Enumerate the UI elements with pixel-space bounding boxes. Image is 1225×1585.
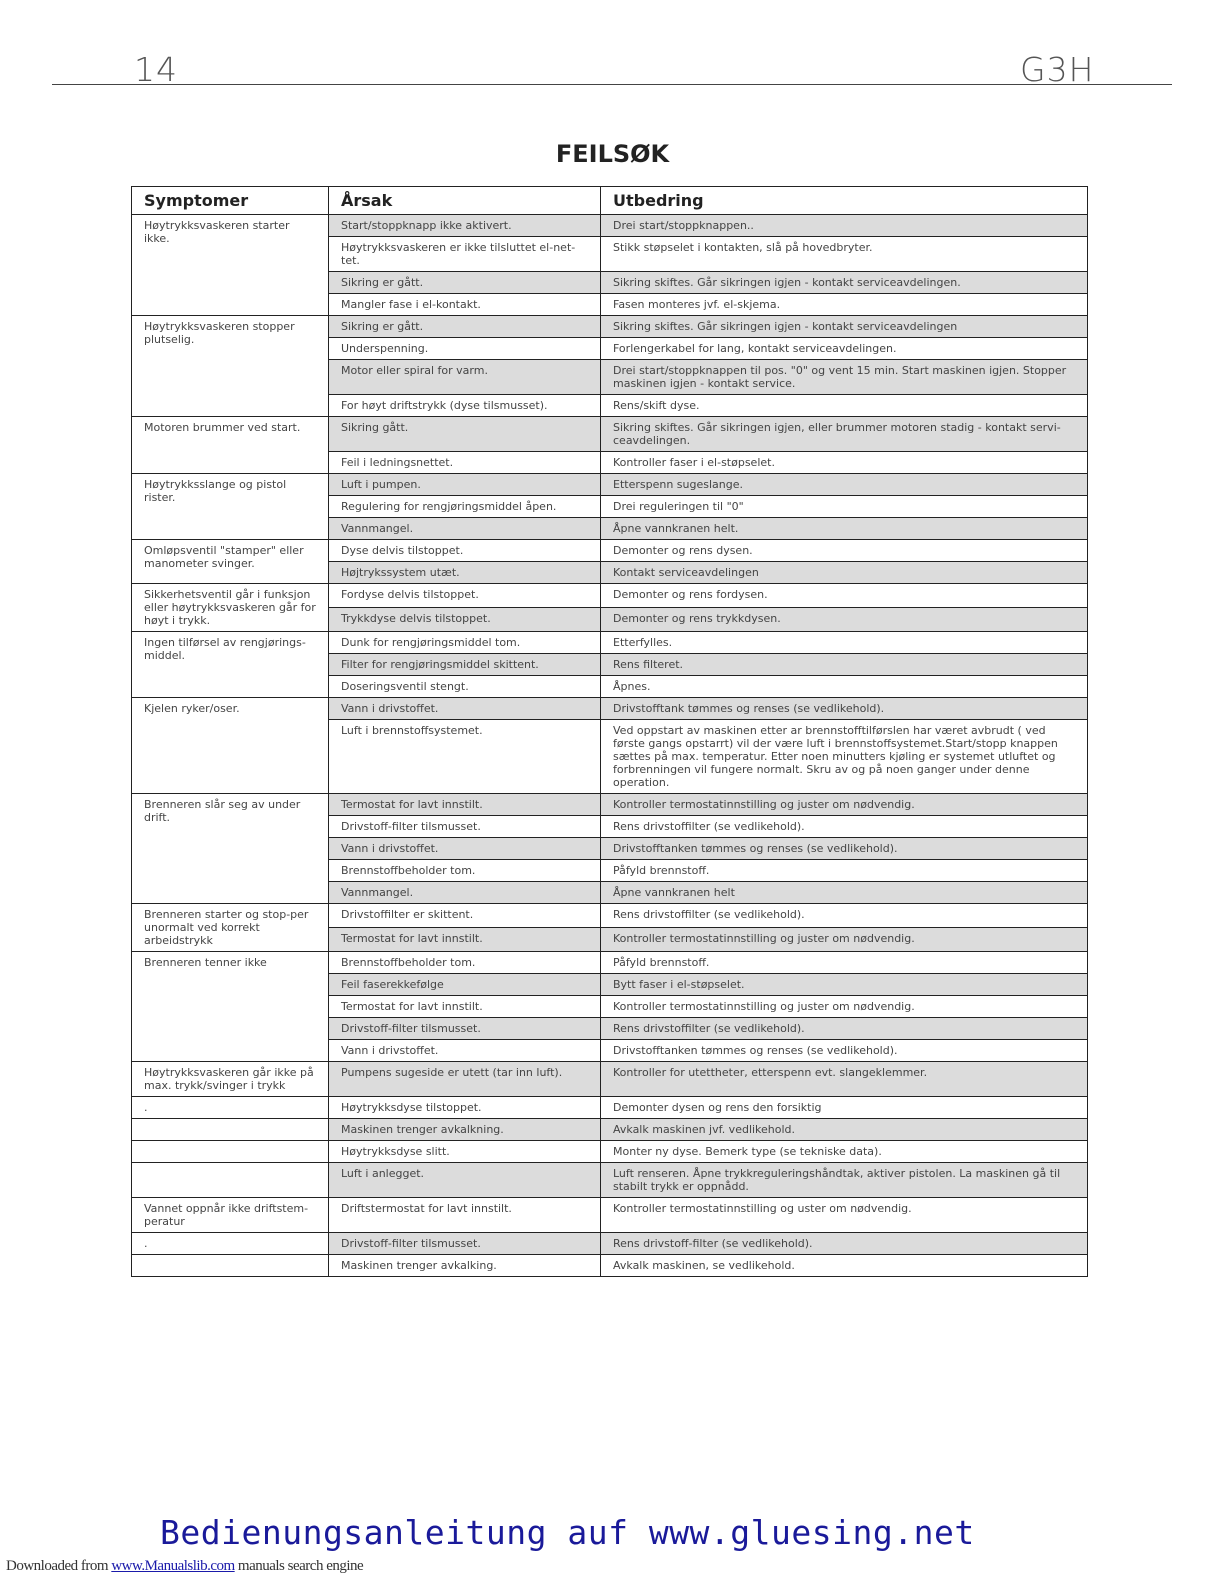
remedy-cell: Avkalk maskinen, se vedlikehold.	[601, 1255, 1088, 1277]
symptom-cell: Høytrykksvaskeren stopper plutselig.	[132, 316, 329, 417]
remedy-cell: Bytt faser i el-støpselet.	[601, 974, 1088, 996]
remedy-cell: Forlengerkabel for lang, kontakt serviceavdelingen.	[601, 338, 1088, 360]
cause-cell: Sikring er gått.	[329, 272, 601, 294]
cause-cell: Høytrykksdyse slitt.	[329, 1141, 601, 1163]
cause-cell: Termostat for lavt innstilt.	[329, 928, 601, 952]
column-header-remedy: Utbedring	[601, 187, 1088, 215]
remedy-cell: Kontroller termostatinnstilling og juster om nødvendig.	[601, 928, 1088, 952]
cause-cell: Regulering for rengjøringsmiddel åpen.	[329, 496, 601, 518]
column-header-cause: Årsak	[329, 187, 601, 215]
remedy-cell: Etterfylles.	[601, 632, 1088, 654]
symptom-cell: Kjelen ryker/oser.	[132, 698, 329, 794]
table-row	[132, 316, 1088, 338]
symptom-cell: .	[132, 1097, 329, 1119]
remedy-cell: Ved oppstart av maskinen etter ar brennstofftilførslen har været avbrudt ( ved første gangs opstarrt) vil der være luft i brennstoffsystemet.Start/stopp knappen sættes på max. temperatur. Etter noen minutters kjøling er systemet utluftet og forbrenningen vil fungere normalt. Skru av og på noen ganger under denne operation.	[601, 720, 1088, 794]
remedy-cell: Sikring skiftes. Går sikringen igjen, eller brummer motoren stadig - kontakt servi-ceavdelingen.	[601, 417, 1088, 452]
remedy-cell: Rens drivstoffilter (se vedlikehold).	[601, 1018, 1088, 1040]
cause-cell: Driftstermostat for lavt innstilt.	[329, 1198, 601, 1233]
symptom-cell	[132, 1141, 329, 1163]
cause-cell: Trykkdyse delvis tilstoppet.	[329, 608, 601, 632]
table-header-row	[132, 187, 1088, 215]
table-row	[132, 474, 1088, 496]
remedy-cell: Åpnes.	[601, 676, 1088, 698]
cause-cell: Underspenning.	[329, 338, 601, 360]
cause-cell: Motor eller spiral for varm.	[329, 360, 601, 395]
footer-download-note	[6, 1558, 363, 1575]
cause-cell: Drivstoffilter er skittent.	[329, 904, 601, 928]
cause-cell: Sikring er gått.	[329, 316, 601, 338]
table-body	[132, 215, 1088, 1277]
page-title: FEILSØK	[555, 140, 670, 168]
symptom-cell: Brenneren starter og stop-per unormalt ved korrekt arbeidstrykk	[132, 904, 329, 952]
header-rule	[52, 84, 1172, 85]
cause-cell: Filter for rengjøringsmiddel skittent.	[329, 654, 601, 676]
download-suffix: manuals search engine	[234, 1558, 364, 1574]
remedy-cell: Rens/skift dyse.	[601, 395, 1088, 417]
remedy-cell: Stikk støpselet i kontakten, slå på hovedbryter.	[601, 237, 1088, 272]
table-row	[132, 952, 1088, 974]
cause-cell: Start/stoppknapp ikke aktivert.	[329, 215, 601, 237]
remedy-cell: Åpne vannkranen helt	[601, 882, 1088, 904]
cause-cell: For høyt driftstrykk (dyse tilsmusset).	[329, 395, 601, 417]
remedy-cell: Rens drivstoffilter (se vedlikehold).	[601, 904, 1088, 928]
cause-cell: Vannmangel.	[329, 882, 601, 904]
remedy-cell: Demonter og rens trykkdysen.	[601, 608, 1088, 632]
cause-cell: Pumpens sugeside er utett (tar inn luft).	[329, 1062, 601, 1097]
table-row	[132, 1233, 1088, 1255]
remedy-cell: Luft renseren. Åpne trykkreguleringshåndtak, aktiver pistolen. La maskinen gå til stabilt trykk er oppnådd.	[601, 1163, 1088, 1198]
table-row	[132, 1141, 1088, 1163]
remedy-cell: Kontroller for utettheter, etterspenn evt. slangeklemmer.	[601, 1062, 1088, 1097]
footer-brand-text: Bedienungsanleitung auf www.gluesing.net	[160, 1513, 975, 1552]
table-row	[132, 1097, 1088, 1119]
remedy-cell: Sikring skiftes. Går sikringen igjen - kontakt serviceavdelingen	[601, 316, 1088, 338]
remedy-cell: Påfyld brennstoff.	[601, 860, 1088, 882]
symptom-cell	[132, 1255, 329, 1277]
remedy-cell: Demonter og rens fordysen.	[601, 584, 1088, 608]
remedy-cell: Drei start/stoppknappen til pos. "0" og vent 15 min. Start maskinen igjen. Stopper maskinen igjen - kontakt service.	[601, 360, 1088, 395]
remedy-cell: Rens drivstoff-filter (se vedlikehold).	[601, 1233, 1088, 1255]
cause-cell: Vann i drivstoffet.	[329, 698, 601, 720]
symptom-cell: Omløpsventil "stamper" eller manometer svinger.	[132, 540, 329, 584]
symptom-cell: Brenneren slår seg av under drift.	[132, 794, 329, 904]
cause-cell: Luft i brennstoffsystemet.	[329, 720, 601, 794]
cause-cell: Vannmangel.	[329, 518, 601, 540]
table-row	[132, 540, 1088, 562]
cause-cell: Drivstoff-filter tilsmusset.	[329, 816, 601, 838]
table-row	[132, 1198, 1088, 1233]
remedy-cell: Avkalk maskinen jvf. vedlikehold.	[601, 1119, 1088, 1141]
table-row	[132, 794, 1088, 816]
remedy-cell: Rens drivstoffilter (se vedlikehold).	[601, 816, 1088, 838]
remedy-cell: Drei start/stoppknappen..	[601, 215, 1088, 237]
remedy-cell: Drivstofftanken tømmes og renses (se vedlikehold).	[601, 838, 1088, 860]
symptom-cell	[132, 1163, 329, 1198]
cause-cell: Vann i drivstoffet.	[329, 1040, 601, 1062]
remedy-cell: Kontroller faser i el-støpselet.	[601, 452, 1088, 474]
cause-cell: Høytrykksdyse tilstoppet.	[329, 1097, 601, 1119]
remedy-cell: Kontroller termostatinnstilling og uster om nødvendig.	[601, 1198, 1088, 1233]
remedy-cell: Sikring skiftes. Går sikringen igjen - kontakt serviceavdelingen.	[601, 272, 1088, 294]
symptom-cell: Høytrykksvaskeren starter ikke.	[132, 215, 329, 316]
table-row	[132, 584, 1088, 608]
remedy-cell: Drivstofftanken tømmes og renses (se vedlikehold).	[601, 1040, 1088, 1062]
remedy-cell: Demonter og rens dysen.	[601, 540, 1088, 562]
cause-cell: Maskinen trenger avkalkning.	[329, 1119, 601, 1141]
table-row	[132, 698, 1088, 720]
remedy-cell: Åpne vannkranen helt.	[601, 518, 1088, 540]
symptom-cell: .	[132, 1233, 329, 1255]
cause-cell: Dunk for rengjøringsmiddel tom.	[329, 632, 601, 654]
remedy-cell: Påfyld brennstoff.	[601, 952, 1088, 974]
table-row	[132, 417, 1088, 452]
cause-cell: Drivstoff-filter tilsmusset.	[329, 1018, 601, 1040]
model-name: G3H	[1020, 50, 1095, 89]
symptom-cell: Høytrykksslange og pistol rister.	[132, 474, 329, 540]
table-row	[132, 1255, 1088, 1277]
remedy-cell: Kontroller termostatinnstilling og juster om nødvendig.	[601, 794, 1088, 816]
troubleshooting-table	[131, 186, 1088, 1277]
cause-cell: Drivstoff-filter tilsmusset.	[329, 1233, 601, 1255]
remedy-cell: Fasen monteres jvf. el-skjema.	[601, 294, 1088, 316]
remedy-cell: Etterspenn sugeslange.	[601, 474, 1088, 496]
table-row	[132, 1062, 1088, 1097]
cause-cell: Høytrykksvaskeren er ikke tilsluttet el-net-tet.	[329, 237, 601, 272]
cause-cell: Brennstoffbeholder tom.	[329, 952, 601, 974]
remedy-cell: Monter ny dyse. Bemerk type (se tekniske data).	[601, 1141, 1088, 1163]
manualslib-link[interactable]: www.Manualslib.com	[111, 1558, 235, 1574]
remedy-cell: Demonter dysen og rens den forsiktig	[601, 1097, 1088, 1119]
page-number: 14	[134, 50, 178, 89]
cause-cell: Maskinen trenger avkalking.	[329, 1255, 601, 1277]
cause-cell: Fordyse delvis tilstoppet.	[329, 584, 601, 608]
table-row	[132, 1119, 1088, 1141]
remedy-cell: Drivstofftank tømmes og renses (se vedlikehold).	[601, 698, 1088, 720]
table-row	[132, 632, 1088, 654]
table-row	[132, 904, 1088, 928]
cause-cell: Mangler fase i el-kontakt.	[329, 294, 601, 316]
cause-cell: Termostat for lavt innstilt.	[329, 996, 601, 1018]
cause-cell: Brennstoffbeholder tom.	[329, 860, 601, 882]
table-row	[132, 1163, 1088, 1198]
remedy-cell: Kontroller termostatinnstilling og juster om nødvendig.	[601, 996, 1088, 1018]
cause-cell: Højtrykssystem utæt.	[329, 562, 601, 584]
symptom-cell: Sikkerhetsventil går i funksjon eller høytrykksvaskeren går for høyt i trykk.	[132, 584, 329, 632]
symptom-cell: Vannet oppnår ikke driftstem-peratur	[132, 1198, 329, 1233]
cause-cell: Termostat for lavt innstilt.	[329, 794, 601, 816]
cause-cell: Vann i drivstoffet.	[329, 838, 601, 860]
cause-cell: Feil i ledningsnettet.	[329, 452, 601, 474]
cause-cell: Luft i anlegget.	[329, 1163, 601, 1198]
cause-cell: Luft i pumpen.	[329, 474, 601, 496]
cause-cell: Feil faserekkefølge	[329, 974, 601, 996]
remedy-cell: Drei reguleringen til "0"	[601, 496, 1088, 518]
column-header-symptoms: Symptomer	[132, 187, 329, 215]
symptom-cell: Brenneren tenner ikke	[132, 952, 329, 1062]
cause-cell: Sikring gått.	[329, 417, 601, 452]
remedy-cell: Rens filteret.	[601, 654, 1088, 676]
table-row	[132, 215, 1088, 237]
cause-cell: Doseringsventil stengt.	[329, 676, 601, 698]
symptom-cell: Ingen tilførsel av rengjørings-middel.	[132, 632, 329, 698]
symptom-cell: Høytrykksvaskeren går ikke på max. trykk/svinger i trykk	[132, 1062, 329, 1097]
cause-cell: Dyse delvis tilstoppet.	[329, 540, 601, 562]
symptom-cell: Motoren brummer ved start.	[132, 417, 329, 474]
download-prefix: Downloaded from	[6, 1558, 112, 1574]
symptom-cell	[132, 1119, 329, 1141]
remedy-cell: Kontakt serviceavdelingen	[601, 562, 1088, 584]
